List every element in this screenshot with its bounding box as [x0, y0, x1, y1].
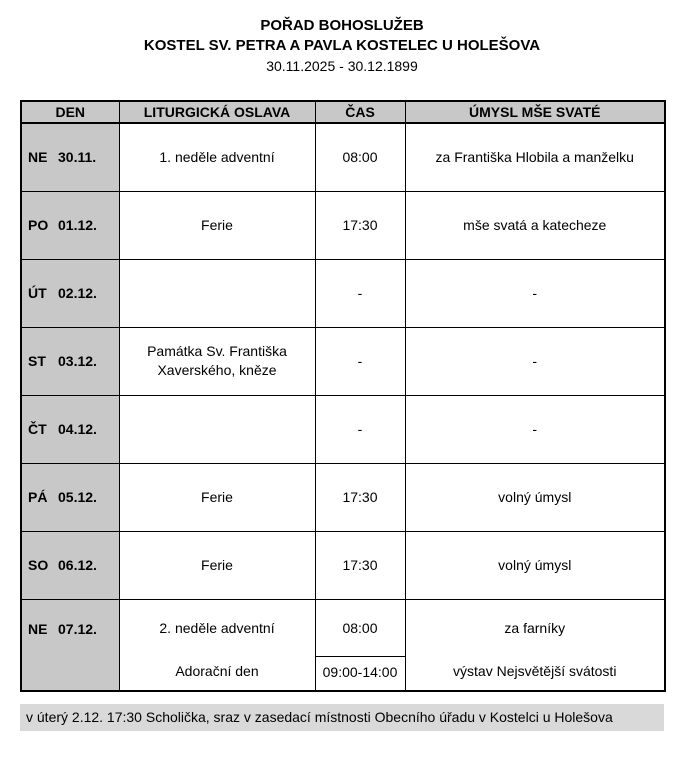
- den-cell: [21, 259, 119, 327]
- celebration-cell: Ferie: [119, 531, 315, 599]
- church-name: KOSTEL SV. PETRA A PAVLA KOSTELEC U HOLEŠOVA: [143, 37, 541, 54]
- celebration-line-2: Adorační den: [175, 663, 259, 679]
- day-abbrev: ST: [28, 353, 46, 369]
- time-cell: [315, 599, 405, 691]
- day-date: 06.12.: [58, 557, 97, 573]
- day-abbrev: PÁ: [28, 489, 48, 505]
- header-liturgicka-oslava: LITURGICKÁ OSLAVA: [119, 101, 315, 123]
- header-cas: ČAS: [315, 101, 405, 123]
- celebration-cell: [119, 395, 315, 463]
- day-date: 02.12.: [58, 285, 97, 301]
- day-abbrev: ÚT: [28, 285, 47, 301]
- intention-line-1: za farníky: [504, 620, 566, 636]
- date-range: 30.11.2025 - 30.12.1899: [266, 58, 418, 74]
- time-line-1: 08:00: [342, 620, 378, 636]
- celebration-cell: 1. neděle adventní: [119, 123, 315, 191]
- celebration-cell: [119, 599, 315, 691]
- time-cell: 17:30: [315, 531, 405, 599]
- intention-cell: -: [405, 327, 665, 395]
- intention-cell: volný úmysl: [405, 463, 665, 531]
- day-date: 05.12.: [58, 489, 97, 505]
- time-cell: 08:00: [315, 123, 405, 191]
- day-date: 07.12.: [58, 620, 97, 637]
- den-cell: [21, 327, 119, 395]
- celebration-cell: Památka Sv. Františka Xaverského, kněze: [119, 327, 315, 395]
- table-row: [21, 531, 665, 599]
- day-date: 30.11.: [58, 149, 97, 166]
- celebration-cell: [119, 259, 315, 327]
- intention-cell: -: [405, 259, 665, 327]
- celebration-line-1: 2. neděle adventní: [159, 620, 275, 636]
- day-abbrev: NE: [28, 149, 48, 166]
- table-row: [21, 599, 665, 691]
- den-cell: [21, 191, 119, 259]
- time-cell: 17:30: [315, 463, 405, 531]
- intention-cell: za Františka Hlobila a manželku: [405, 123, 665, 191]
- celebration-cell: Ferie: [119, 191, 315, 259]
- time-line-2: 09:00-14:00: [316, 656, 405, 688]
- schedule-table: [20, 100, 666, 692]
- day-abbrev: ČT: [28, 421, 47, 437]
- table-row: [21, 191, 665, 259]
- celebration-cell: Ferie: [119, 463, 315, 531]
- den-cell: [21, 531, 119, 599]
- footer-note: v úterý 2.12. 17:30 Scholička, sraz v zasedací místnosti Obecního úřadu v Kostelci u Holešova: [20, 704, 664, 731]
- day-abbrev: NE: [28, 620, 48, 637]
- document-header: [20, 16, 664, 76]
- table-header-row: [21, 101, 665, 123]
- time-cell: -: [315, 395, 405, 463]
- intention-cell: volný úmysl: [405, 531, 665, 599]
- day-date: 01.12.: [58, 217, 97, 233]
- den-cell: [21, 599, 119, 691]
- den-cell: [21, 123, 119, 191]
- table-row: [21, 327, 665, 395]
- header-umysl: ÚMYSL MŠE SVATÉ: [405, 101, 665, 123]
- day-date: 04.12.: [58, 421, 97, 437]
- intention-line-2: výstav Nejsvětější svátosti: [453, 663, 617, 679]
- intention-cell: [405, 599, 665, 691]
- intention-cell: mše svatá a katecheze: [405, 191, 665, 259]
- page-title: POŘAD BOHOSLUŽEB: [260, 17, 424, 34]
- time-cell: -: [315, 259, 405, 327]
- day-abbrev: SO: [28, 557, 49, 573]
- time-cell: -: [315, 327, 405, 395]
- header-den: DEN: [21, 101, 119, 123]
- den-cell: [21, 395, 119, 463]
- time-cell: 17:30: [315, 191, 405, 259]
- table-row: [21, 395, 665, 463]
- intention-cell: -: [405, 395, 665, 463]
- day-date: 03.12.: [58, 353, 97, 369]
- table-row: [21, 259, 665, 327]
- den-cell: [21, 463, 119, 531]
- day-abbrev: PO: [28, 217, 49, 233]
- table-row: [21, 123, 665, 191]
- table-row: [21, 463, 665, 531]
